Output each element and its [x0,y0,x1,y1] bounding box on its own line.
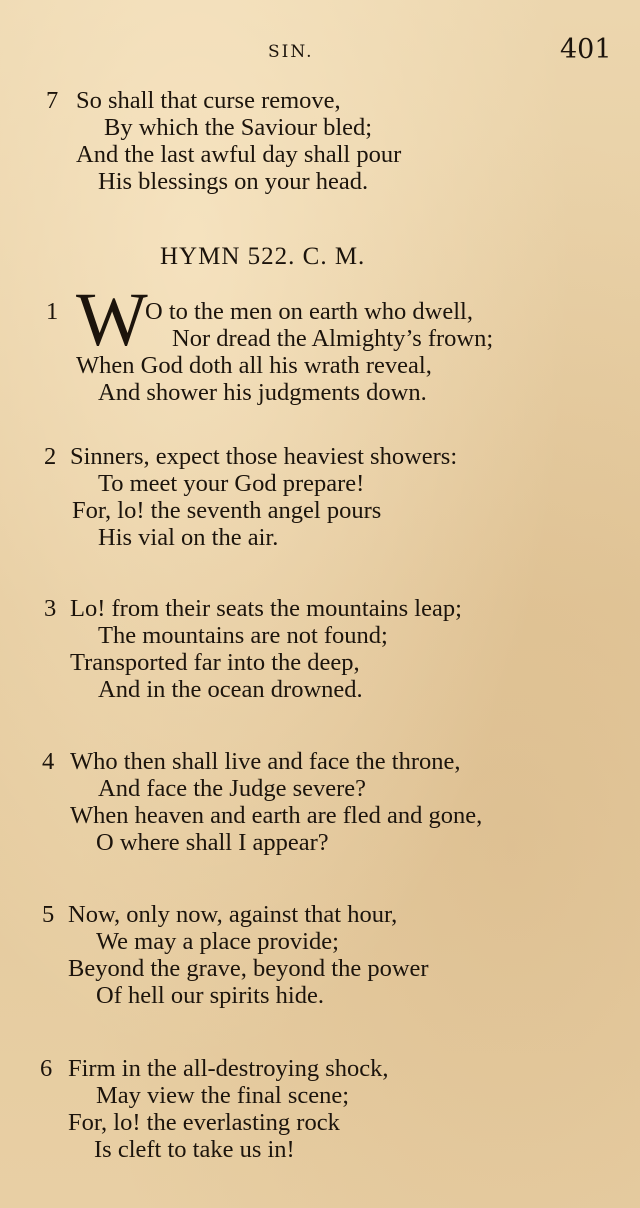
verse-line: Now, only now, against that hour, [68,901,398,928]
verse-line: Is cleft to take us in! [94,1136,295,1163]
verse-line: Lo! from their seats the mountains leap; [70,595,462,622]
verse-line: When God doth all his wrath reveal, [76,352,432,379]
stanza-number: 5 [42,901,55,928]
verse-line: O to the men on earth who dwell, [145,298,473,325]
verse-line: Who then shall live and face the throne, [70,748,461,775]
stanza-number: 3 [44,595,57,622]
verse-line: We may a place provide; [96,928,339,955]
verse-line: And shower his judgments down. [98,379,427,406]
verse-line: For, lo! the everlasting rock [68,1109,340,1136]
verse-line: For, lo! the seventh angel pours [72,497,382,524]
stanza-number: 7 [46,87,59,114]
verse-line: By which the Saviour bled; [104,114,373,141]
verse-line: Sinners, expect those heaviest showers: [70,443,458,470]
verse-line: When heaven and earth are fled and gone, [70,802,483,829]
verse-line: Nor dread the Almighty’s frown; [172,325,494,352]
verse-line: May view the final scene; [96,1082,350,1109]
verse-line: The mountains are not found; [98,622,388,649]
stanza-number: 2 [44,443,57,470]
page-number: 401 [560,34,612,65]
verse-line: Beyond the grave, beyond the power [68,955,429,982]
stanza-number: 6 [40,1055,53,1082]
verse-line: And face the Judge severe? [98,775,367,802]
verse-line: His blessings on your head. [98,168,369,195]
verse-line: Transported far into the deep, [70,649,360,676]
page-header [0,30,640,70]
verse-line: Firm in the all-destroying shock, [68,1055,389,1082]
drop-cap: W [76,278,148,362]
verse-line: So shall that curse remove, [76,87,341,114]
running-head: SIN. [268,42,314,62]
verse-line: Of hell our spirits hide. [96,982,324,1009]
stanza-number: 4 [42,748,55,775]
verse-line: And the last awful day shall pour [76,141,402,168]
verse-line: To meet your God prepare! [98,470,365,497]
hymn-title: HYMN 522. C. M. [160,243,366,270]
verse-line: His vial on the air. [98,524,279,551]
stanza-number: 1 [46,298,59,325]
verse-line: O where shall I appear? [96,829,329,856]
verse-line: And in the ocean drowned. [98,676,363,703]
